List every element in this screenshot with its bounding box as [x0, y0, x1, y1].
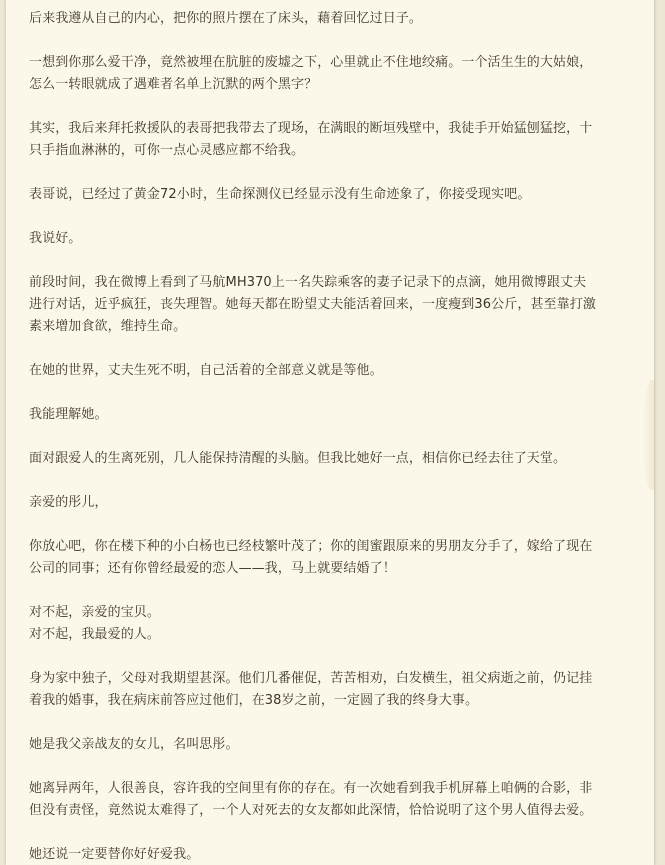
paragraph: 我能理解她。	[29, 407, 108, 422]
paragraph-gap	[29, 580, 641, 602]
paragraph: 我说好。	[29, 231, 82, 246]
paragraph: 她还说一定要替你好好爱我。	[29, 847, 200, 862]
paragraph-gap	[29, 338, 641, 360]
paragraph: 在她的世界，丈夫生死不明，自己活着的全部意义就是等他。	[29, 363, 383, 378]
paragraph-gap	[29, 250, 641, 272]
paragraph-gap	[29, 756, 641, 778]
paragraph: 其实，我后来拜托救援队的表哥把我带去了现场，在满眼的断垣残壁中，我徒手开始猛刨猛挖，十 只手指血淋淋的，可你一点心灵感应都不给我。	[29, 121, 593, 158]
paragraph: 亲爱的彤儿，	[29, 495, 108, 510]
paragraph: 面对跟爱人的生离死别，几人能保持清醒的头脑。但我比她好一点，相信你已经去往了天堂。	[29, 451, 567, 466]
paragraph: 后来我遵从自己的内心，把你的照片摆在了床头，藉着回忆过日子。	[29, 11, 423, 26]
paragraph: 她是我父亲战友的女儿，名叫思彤。	[29, 737, 239, 752]
paragraph-gap	[29, 822, 641, 844]
paragraph: 对不起，亲爱的宝贝。 对不起，我最爱的人。	[29, 605, 161, 642]
paragraph-gap	[29, 712, 641, 734]
paragraph: 表哥说，已经过了黄金72小时，生命探测仪已经显示没有生命迹象了，你接受现实吧。	[29, 187, 531, 202]
page-curl-decoration	[642, 380, 654, 490]
paragraph-gap	[29, 470, 641, 492]
paragraph: 她离异两年，人很善良，容许我的空间里有你的存在。有一次她看到我手机屏幕上咱俩的合影，非 但没有责怪，竟然说太难得了，一个人对死去的女友都如此深情，恰恰说明了这个男人值得去爱。	[29, 781, 593, 818]
paragraph: 身为家中独子，父母对我期望甚深。他们几番催促，苦苦相劝，白发横生，祖父病逝之前，仍记挂 着我的婚事，我在病床前答应过他们，在38岁之前，一定圆了我的终身大事。	[29, 671, 593, 708]
letter-paper	[6, 0, 654, 865]
paragraph-gap	[29, 96, 641, 118]
paragraph: 一想到你那么爱干净，竟然被埋在肮脏的废墟之下，心里就止不住地绞痛。一个活生生的大姑娘， 怎么一转眼就成了遇难者名单上沉默的两个黑字？	[29, 55, 593, 92]
paragraph: 你放心吧，你在楼下种的小白杨也已经枝繁叶茂了；你的闺蜜跟原来的男朋友分手了，嫁给了现在 公司的同事；还有你曾经最爱的恋人——我，马上就要结婚了！	[29, 539, 593, 576]
paragraph: 前段时间，我在微博上看到了马航MH370上一名失踪乘客的妻子记录下的点滴，她用微博跟丈夫 进行对话，近乎疯狂，丧失理智。她每天都在盼望丈夫能活着回来，一度瘦到36公斤，甚至靠打激 素来增加食欲，维持生命。	[29, 275, 596, 334]
paragraph-gap	[29, 646, 641, 668]
paragraph-gap	[29, 30, 641, 52]
paragraph-gap	[29, 426, 641, 448]
letter-content	[29, 8, 641, 865]
paragraph-gap	[29, 514, 641, 536]
paragraph-gap	[29, 206, 641, 228]
paragraph-gap	[29, 162, 641, 184]
paragraph-gap	[29, 382, 641, 404]
